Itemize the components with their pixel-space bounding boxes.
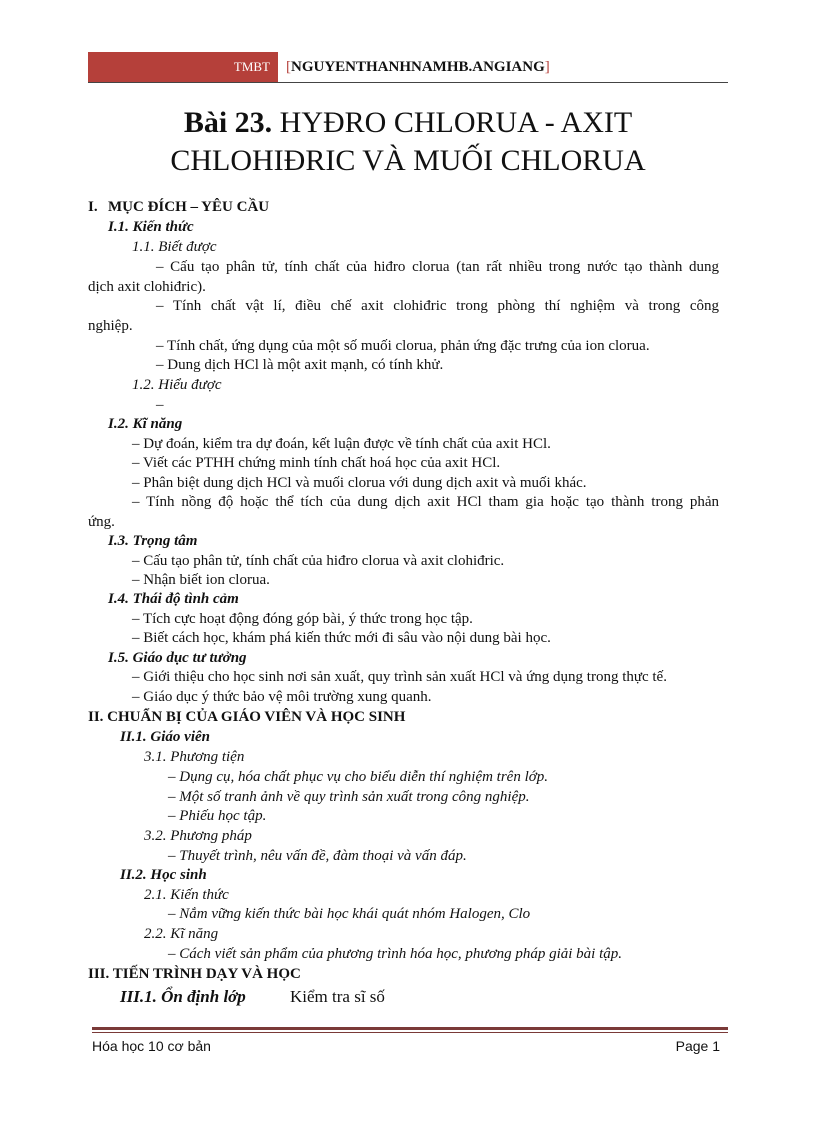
- footer-course: Hóa học 10 cơ bản: [92, 1038, 211, 1054]
- subsection-heading: I.2. Kĩ năng: [108, 416, 183, 432]
- bullet-line: – Dung dịch HCl là một axit mạnh, có tính khử.: [156, 357, 444, 373]
- title-text-1: HYĐRO CHLORUA - AXIT: [279, 106, 633, 139]
- title-prefix: Bài 23.: [183, 106, 273, 139]
- bullet-line: –: [156, 397, 164, 413]
- sub-item-heading: 3.2. Phương pháp: [144, 828, 252, 844]
- page-title: [88, 104, 728, 180]
- subsection-heading: II.1. Giáo viên: [120, 729, 210, 745]
- bullet-line: – Một số tranh ảnh về quy trình sản xuất trong công nghiệp.: [168, 789, 530, 805]
- bullet-line: – Dự đoán, kiểm tra dự đoán, kết luận được về tính chất của axit HCl.: [132, 436, 551, 452]
- sub-item-heading: 2.2. Kĩ năng: [144, 926, 219, 942]
- subsection-heading: I.4. Thái độ tình cảm: [108, 591, 239, 607]
- bullet-line: – Dụng cụ, hóa chất phục vụ cho biểu diễn thí nghiệm trên lớp.: [168, 769, 549, 785]
- header-bracket-close: ]: [544, 58, 550, 75]
- footer-rule-thin: [92, 1032, 728, 1033]
- bullet-line: – Cấu tạo phân tử, tính chất của hiđro clorua và axit clohiđric.: [132, 553, 505, 569]
- header-right-text: [278, 52, 550, 82]
- bullet-line: – Giáo dục ý thức bảo vệ môi trường xung quanh.: [132, 689, 432, 705]
- footer-rule-thick: [92, 1027, 728, 1030]
- footer-page-number: Page 1: [675, 1038, 720, 1054]
- page-header: [88, 52, 550, 82]
- bullet-line: – Phân biệt dung dịch HCl và muối clorua với dung dịch axit và muối khác.: [132, 475, 587, 491]
- bullet-line: – Tính chất vật lí, điều chế axit clohiđric trong phòng thí nghiệm và trong công: [156, 298, 719, 314]
- section-heading: II. CHUẨN BỊ CỦA GIÁO VIÊN VÀ HỌC SINH: [88, 709, 406, 725]
- subsection-heading: I.5. Giáo dục tư tưởng: [108, 650, 247, 666]
- bullet-continuation: ứng.: [88, 514, 115, 530]
- title-line-2: CHLOHIĐRIC VÀ MUỐI CHLORUA: [170, 144, 646, 177]
- bullet-continuation: dịch axit clohiđric).: [88, 279, 206, 295]
- sub-item-heading: 1.2. Hiểu được: [132, 377, 222, 393]
- sub-item-heading: 2.1. Kiến thức: [144, 887, 229, 903]
- bullet-line: – Tích cực hoạt động đóng góp bài, ý thức trong học tập.: [132, 611, 473, 627]
- section-heading: MỤC ĐÍCH – YÊU CẦU: [108, 199, 270, 215]
- bullet-continuation: nghiệp.: [88, 318, 133, 334]
- title-line-1: [88, 104, 728, 142]
- bullet-line: – Giới thiệu cho học sinh nơi sản xuất, quy trình sản xuất HCl và ứng dụng trong thực tế.: [132, 669, 667, 685]
- bullet-line: – Biết cách học, khám phá kiến thức mới đi sâu vào nội dung bài học.: [132, 630, 551, 646]
- header-rule: [88, 82, 728, 83]
- section-numeral: I.: [88, 199, 98, 215]
- bullet-line: – Nắm vững kiến thức bài học khái quát nhóm Halogen, Clo: [168, 906, 531, 922]
- bullet-line: – Cấu tạo phân tử, tính chất của hiđro clorua (tan rất nhiều trong nước tạo thành dung: [156, 259, 719, 275]
- subsection-heading: II.2. Học sinh: [120, 867, 207, 883]
- sub-item-heading: 1.1. Biết được: [132, 239, 217, 255]
- subsection-heading: I.1. Kiến thức: [108, 219, 194, 235]
- subsection-heading: I.3. Trọng tâm: [108, 533, 198, 549]
- header-left-tag: TMBT: [88, 52, 278, 82]
- bullet-line: – Cách viết sản phẩm của phương trình hóa học, phương pháp giải bài tập.: [168, 946, 623, 962]
- bullet-line: – Viết các PTHH chứng minh tính chất hoá học của axit HCl.: [132, 455, 501, 471]
- bullet-line: – Nhận biết ion clorua.: [132, 572, 270, 588]
- bullet-line: – Tính chất, ứng dụng của một số muối clorua, phản ứng đặc trưng của ion clorua.: [156, 338, 650, 354]
- sub-item-heading: 3.1. Phương tiện: [144, 749, 245, 765]
- bullet-line: – Tính nồng độ hoặc thể tích của dung dịch axit HCl tham gia hoặc tạo thành trong phản: [132, 494, 719, 510]
- subsection-heading: III.1. Ổn định lớp: [120, 987, 246, 1006]
- header-bracket-open: [: [286, 58, 291, 75]
- bullet-line: – Thuyết trình, nêu vấn đề, đàm thoại và vấn đáp.: [168, 848, 467, 864]
- header-site: NGUYENTHANHNAMHB.ANGIANG: [291, 58, 545, 75]
- bullet-line: – Phiếu học tập.: [168, 808, 267, 824]
- subsection-note: Kiểm tra sĩ số: [290, 987, 385, 1006]
- section-heading: III. TIẾN TRÌNH DẠY VÀ HỌC: [88, 966, 301, 982]
